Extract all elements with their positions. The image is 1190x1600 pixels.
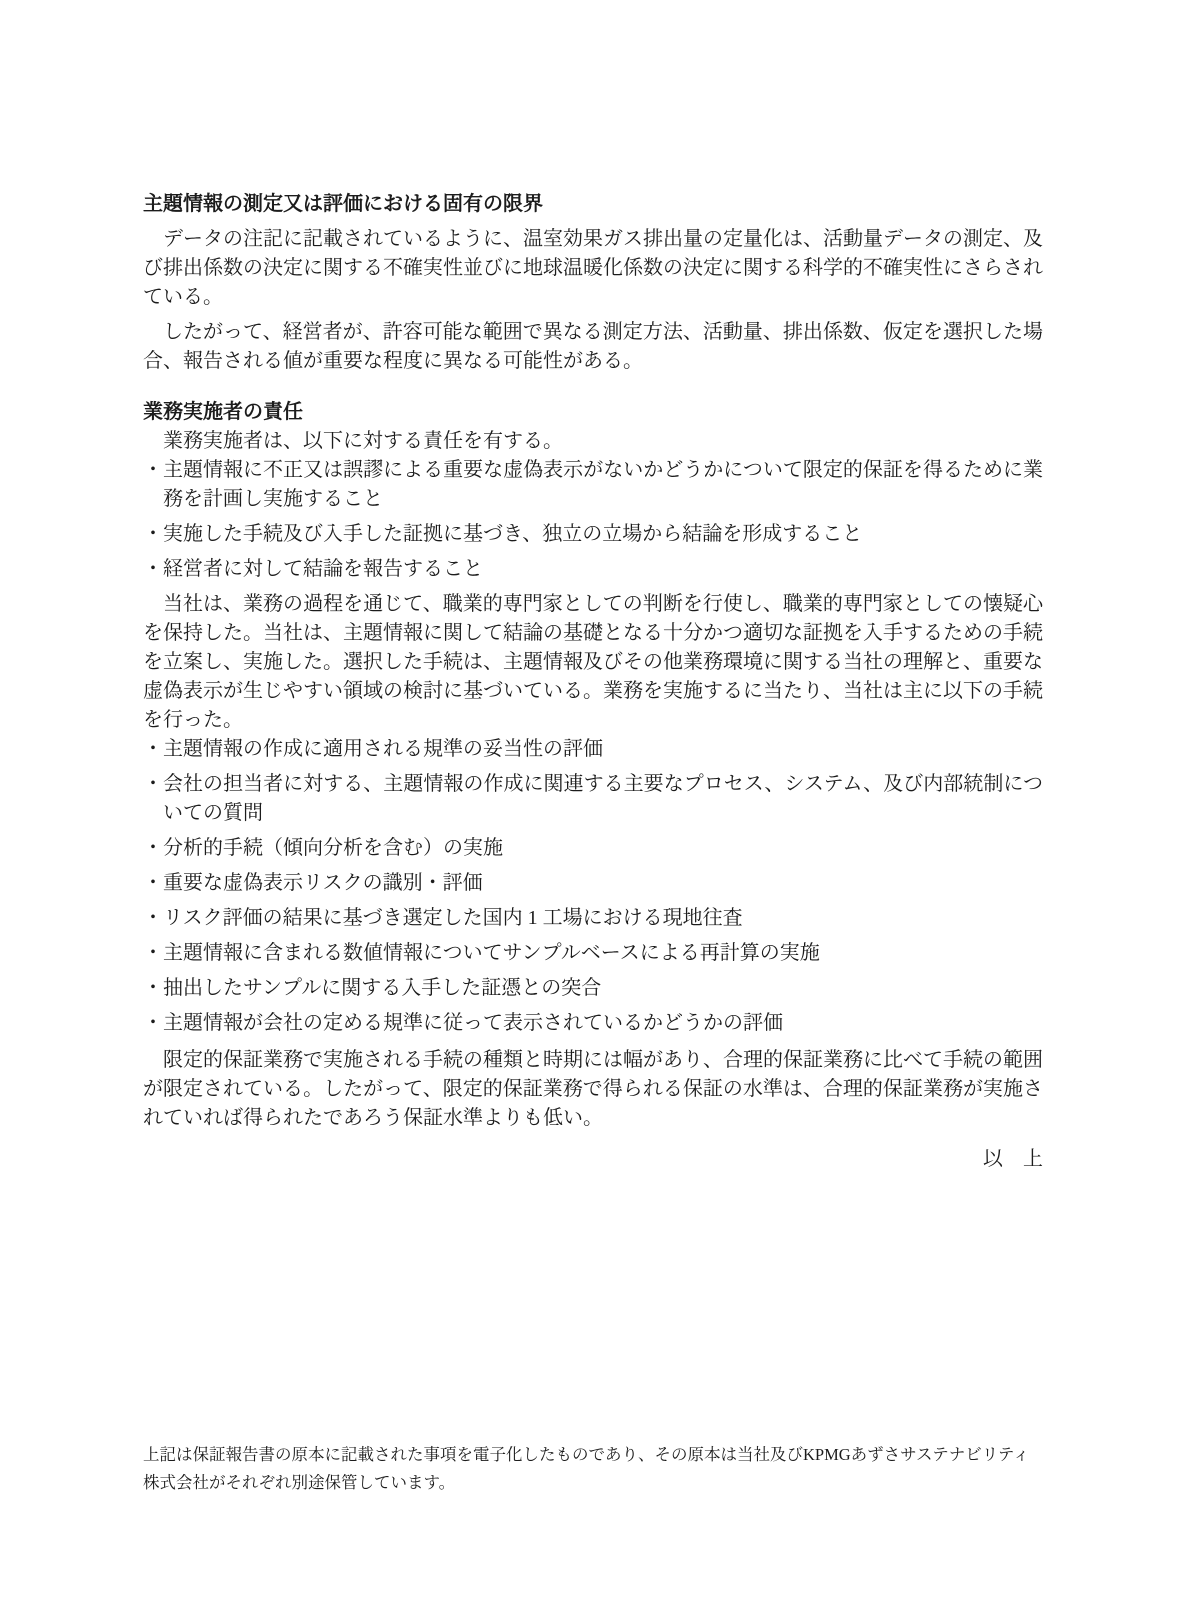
bullet-icon: ・ [143, 1012, 163, 1034]
list-item-text: 実施した手続及び入手した証拠に基づき、独立の立場から結論を形成すること [163, 523, 863, 545]
bullet-icon: ・ [143, 977, 163, 999]
list-item-text: 主題情報が会社の定める規準に従って表示されているかどうかの評価 [163, 1012, 783, 1034]
paragraph-limited-assurance-scope: 限定的保証業務で実施される手続の種類と時期には幅があり、合理的保証業務に比べて手続の範囲が限定されている。したがって、限定的保証業務で得られる保証の水準は、合理的保証業務が実施されていれば得られたであろう保証水準よりも低い。 [143, 1049, 1043, 1129]
list-item-text: 抽出したサンプルに関する入手した証憑との突合 [163, 977, 602, 999]
closing-mark: 以 上 [983, 1148, 1043, 1170]
list-item-text: 経営者に対して結論を報告すること [163, 558, 483, 580]
footer-note [143, 1441, 1063, 1497]
bullet-icon: ・ [143, 558, 163, 580]
list-item [143, 456, 1043, 514]
list-item [143, 939, 1043, 968]
list-item [143, 520, 1043, 549]
bullet-icon: ・ [143, 907, 163, 929]
list-item-text: 分析的手続（傾向分析を含む）の実施 [163, 837, 503, 859]
list-item-text: リスク評価の結果に基づき選定した国内 1 工場における現地往査 [163, 907, 743, 929]
bullet-icon: ・ [143, 459, 163, 481]
list-item [143, 735, 1043, 764]
list-item-text: 主題情報に不正又は誤謬による重要な虚偽表示がないかどうかについて限定的保証を得るために業務を計画し実施すること [163, 459, 1043, 510]
footer-line-2: 株式会社がそれぞれ別途保管しています。 [143, 1473, 456, 1492]
list-item [143, 904, 1043, 933]
list-item [143, 555, 1043, 584]
list-item [143, 770, 1043, 828]
list-item [143, 869, 1043, 898]
bullet-icon: ・ [143, 872, 163, 894]
list-item [143, 1009, 1043, 1038]
report-body [143, 190, 1043, 1174]
paragraph-procedures-overview: 当社は、業務の過程を通じて、職業的専門家としての判断を行使し、職業的専門家としての懐疑心を保持した。当社は、主題情報に関して結論の基礎となる十分かつ適切な証拠を入手するための手続を立案し、実施した。選択した手続は、主題情報及びその他業務環境に関する当社の理解と、重要な虚偽表示が生じやすい領域の検討に基づいている。業務を実施するに当たり、当社は主に以下の手続を行った。 [143, 593, 1043, 731]
list-item-text: 主題情報に含まれる数値情報についてサンプルベースによる再計算の実施 [163, 942, 820, 964]
bullet-icon: ・ [143, 942, 163, 964]
paragraph-responsibility-intro: 業務実施者は、以下に対する責任を有する。 [163, 430, 563, 452]
list-item [143, 974, 1043, 1003]
bullet-icon: ・ [143, 523, 163, 545]
list-item-text: 会社の担当者に対する、主題情報の作成に関連する主要なプロセス、システム、及び内部統制についての質問 [163, 773, 1043, 824]
list-item [143, 834, 1043, 863]
footer-line-1: 上記は保証報告書の原本に記載された事項を電子化したものであり、その原本は当社及びKPMGあずさサステナビリティ [143, 1445, 1030, 1464]
bullet-icon: ・ [143, 738, 163, 760]
section-heading-inherent-limitations: 主題情報の測定又は評価における固有の限界 [143, 193, 543, 215]
bullet-icon: ・ [143, 837, 163, 859]
paragraph-ghg-uncertainty: データの注記に記載されているように、温室効果ガス排出量の定量化は、活動量データの測定、及び排出係数の決定に関する不確実性並びに地球温暖化係数の決定に関する科学的不確実性にさらされている。 [143, 228, 1043, 308]
bullet-icon: ・ [143, 773, 163, 795]
list-item-text: 重要な虚偽表示リスクの識別・評価 [163, 872, 483, 894]
procedure-bullet-list [143, 735, 1043, 1038]
paragraph-measurement-consequence: したがって、経営者が、許容可能な範囲で異なる測定方法、活動量、排出係数、仮定を選択した場合、報告される値が重要な程度に異なる可能性がある。 [143, 321, 1043, 372]
list-item-text: 主題情報の作成に適用される規準の妥当性の評価 [163, 738, 603, 760]
responsibility-bullet-list [143, 456, 1043, 584]
section-heading-practitioner-responsibility: 業務実施者の責任 [143, 401, 303, 423]
